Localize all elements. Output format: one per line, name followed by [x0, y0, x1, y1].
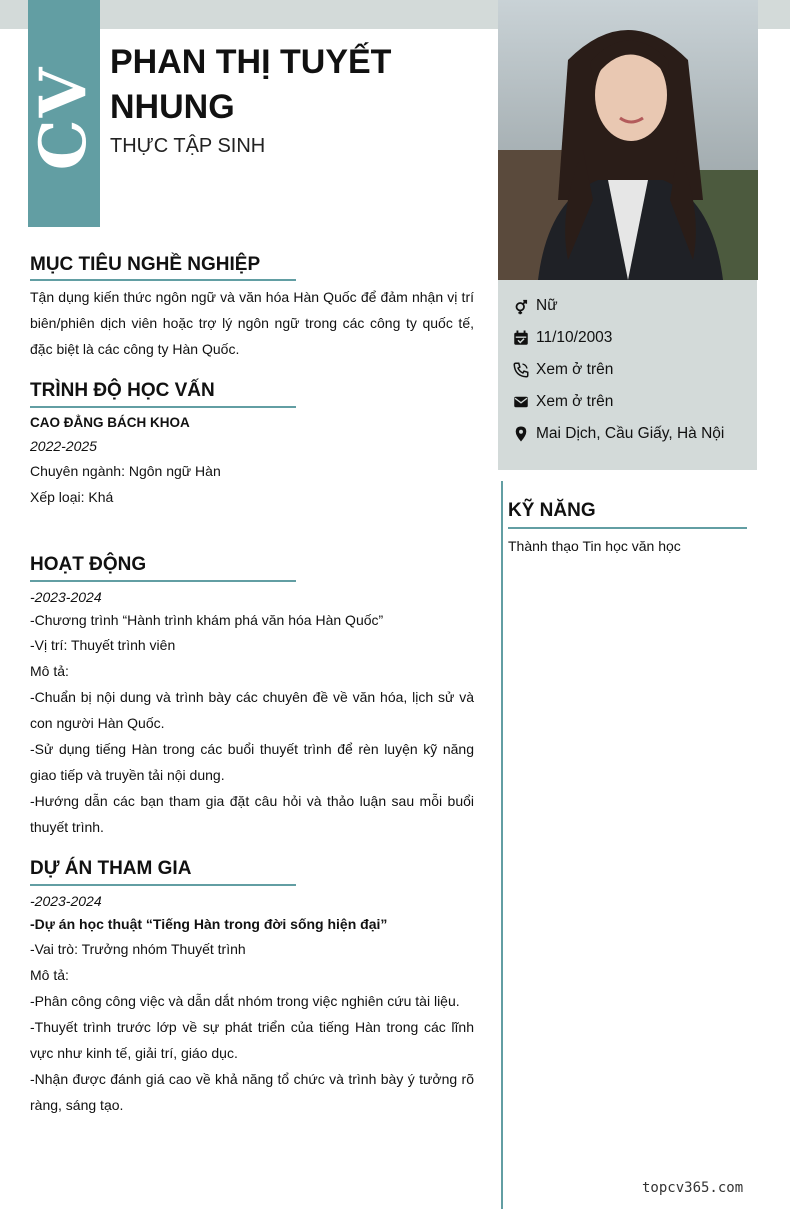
activities-item: -Hướng dẫn các bạn tham gia đặt câu hỏi và thảo luận sau mỗi buổi thuyết trình.	[30, 793, 474, 835]
gender-icon	[512, 297, 530, 315]
projects-title: DỰ ÁN THAM GIA	[30, 858, 192, 879]
projects-period: -2023-2024	[30, 893, 102, 909]
education-title: TRÌNH ĐỘ HỌC VẤN	[30, 380, 215, 401]
skills-text: Thành thạo Tin học văn học	[508, 538, 681, 554]
gender-value: Nữ	[536, 297, 558, 314]
project-role: -Vai trò: Trưởng nhóm Thuyết trình	[30, 941, 246, 957]
activities-title: HOẠT ĐỘNG	[30, 554, 147, 575]
objective-title: MỤC TIÊU NGHỀ NGHIỆP	[30, 254, 261, 275]
phone-value: Xem ở trên	[536, 361, 614, 378]
column-divider	[501, 481, 503, 1209]
activities-period: -2023-2024	[30, 589, 102, 605]
projects-item: -Thuyết trình trước lớp về sự phát triển của tiếng Hàn trong các lĩnh vực như kinh tế, giải trí, giáo dục.	[30, 1019, 474, 1061]
calendar-icon	[512, 329, 530, 347]
address-value: Mai Dịch, Cầu Giấy, Hà Nội	[536, 425, 725, 442]
activities-desc-label: Mô tả:	[30, 663, 69, 679]
watermark-text: topcv365.com	[642, 1180, 744, 1196]
email-value: Xem ở trên	[536, 393, 614, 410]
contact-gender	[512, 294, 558, 318]
projects-item: -Nhận được đánh giá cao về khả năng tổ chức và trình bày ý tưởng rõ ràng, sáng tạo.	[30, 1071, 474, 1113]
mail-icon	[512, 393, 530, 411]
education-underline	[30, 406, 296, 408]
candidate-name: PHAN THỊ TUYẾT NHUNG	[110, 43, 392, 126]
location-pin-icon	[512, 425, 530, 443]
education-school: CAO ĐẲNG BÁCH KHOA	[30, 415, 190, 430]
project-name: -Dự án học thuật “Tiếng Hàn trong đời sống hiện đại”	[30, 916, 388, 932]
contact-email	[512, 390, 613, 414]
contact-phone	[512, 358, 613, 382]
education-period: 2022-2025	[30, 438, 97, 454]
phone-icon	[512, 361, 530, 379]
objective-underline	[30, 279, 296, 281]
activities-position: -Vị trí: Thuyết trình viên	[30, 637, 176, 653]
cv-mark: CV	[26, 65, 101, 171]
activities-program: -Chương trình “Hành trình khám phá văn hóa Hàn Quốc”	[30, 612, 384, 628]
skills-underline	[508, 527, 747, 529]
skills-title: KỸ NĂNG	[508, 500, 596, 521]
activities-underline	[30, 580, 296, 582]
projects-item: -Phân công công việc và dẫn dắt nhóm trong việc nghiên cứu tài liệu.	[30, 993, 460, 1009]
projects-desc-label: Mô tả:	[30, 967, 69, 983]
contact-birthday	[512, 326, 612, 350]
birthday-value: 11/10/2003	[536, 329, 613, 346]
education-grade: Xếp loại: Khá	[30, 489, 114, 505]
activities-item: -Chuẩn bị nội dung và trình bày các chuyên đề về văn hóa, lịch sử và con người Hàn Quốc.	[30, 689, 474, 731]
activities-item: -Sử dụng tiếng Hàn trong các buổi thuyết trình để rèn luyện kỹ năng giao tiếp và truyền tải nội dung.	[30, 741, 474, 783]
contact-panel	[498, 280, 757, 470]
objective-text: Tận dụng kiến thức ngôn ngữ và văn hóa Hàn Quốc để đảm nhận vị trí biên/phiên dịch viên hoặc trợ lý ngôn ngữ trong các công ty quốc tế, đặc biệt là các công ty Hàn Quốc.	[30, 289, 474, 357]
contact-address	[512, 422, 724, 446]
projects-underline	[30, 884, 296, 886]
candidate-role: THỰC TẬP SINH	[110, 135, 266, 157]
profile-photo	[498, 0, 758, 280]
education-major: Chuyên ngành: Ngôn ngữ Hàn	[30, 463, 221, 479]
